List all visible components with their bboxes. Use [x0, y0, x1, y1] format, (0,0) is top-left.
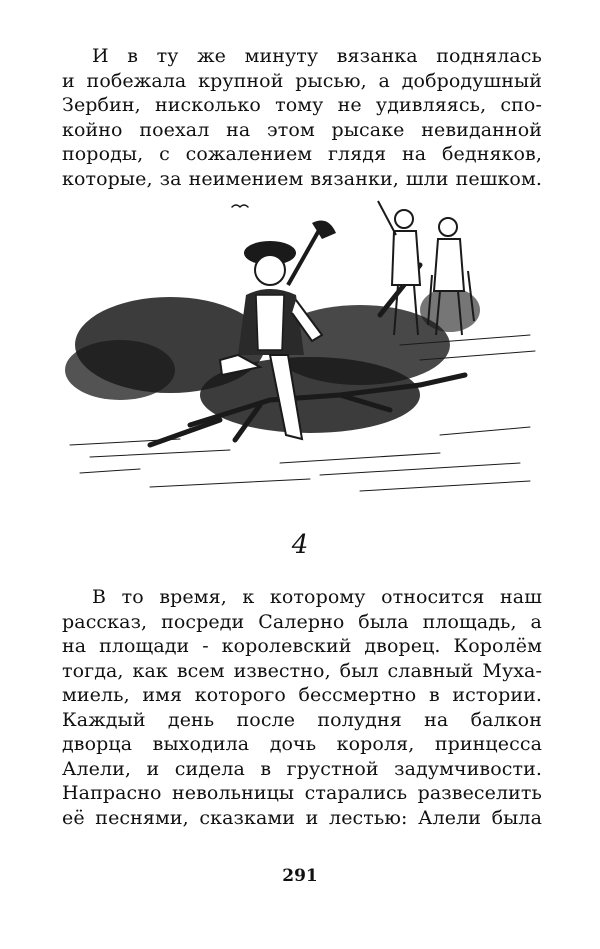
text-line: её песнями, сказками и лестью: Алели была: [62, 806, 542, 829]
text-line: В то время, к которому относится наш: [92, 586, 542, 608]
text-line: Алели, и сидела в грустной задумчивости.: [62, 757, 542, 780]
bird-mark: [232, 205, 248, 207]
text-line: миель, имя которого бессмертно в истории.: [62, 684, 542, 706]
text-line: тогда, как всем известно, был славный Муха-: [62, 659, 542, 682]
text-line: дворца выходила дочь короля, принцесса: [62, 733, 542, 755]
paragraph-2: [62, 585, 542, 830]
illustration-engraving: [60, 195, 540, 510]
text-line: на площади - королевский дворец. Королём: [62, 635, 542, 657]
text-line: койно поехал на этом рысаке невиданной: [62, 118, 542, 141]
paragraph-1: [62, 44, 542, 191]
text-line: рассказ, посреди Салерно была площадь, а: [62, 610, 542, 633]
text-line: которые, за неимением вязанки, шли пешком.: [62, 167, 542, 190]
text-line: породы, с сожалением глядя на бедняков,: [62, 143, 542, 165]
page-number: 291: [282, 866, 318, 886]
text-line: И в ту же минуту вязанка поднялась: [92, 45, 542, 67]
chapter-number: 4: [291, 530, 309, 560]
text-line: Каждый день после полудня на балкон: [62, 708, 542, 731]
text-line: и побежала крупной рысью, а добродушный: [62, 69, 542, 92]
text-line: Зербин, нисколько тому не удивляясь, спо-: [62, 94, 542, 116]
text-line: Напрасно невольницы старались развеселить: [62, 782, 542, 804]
